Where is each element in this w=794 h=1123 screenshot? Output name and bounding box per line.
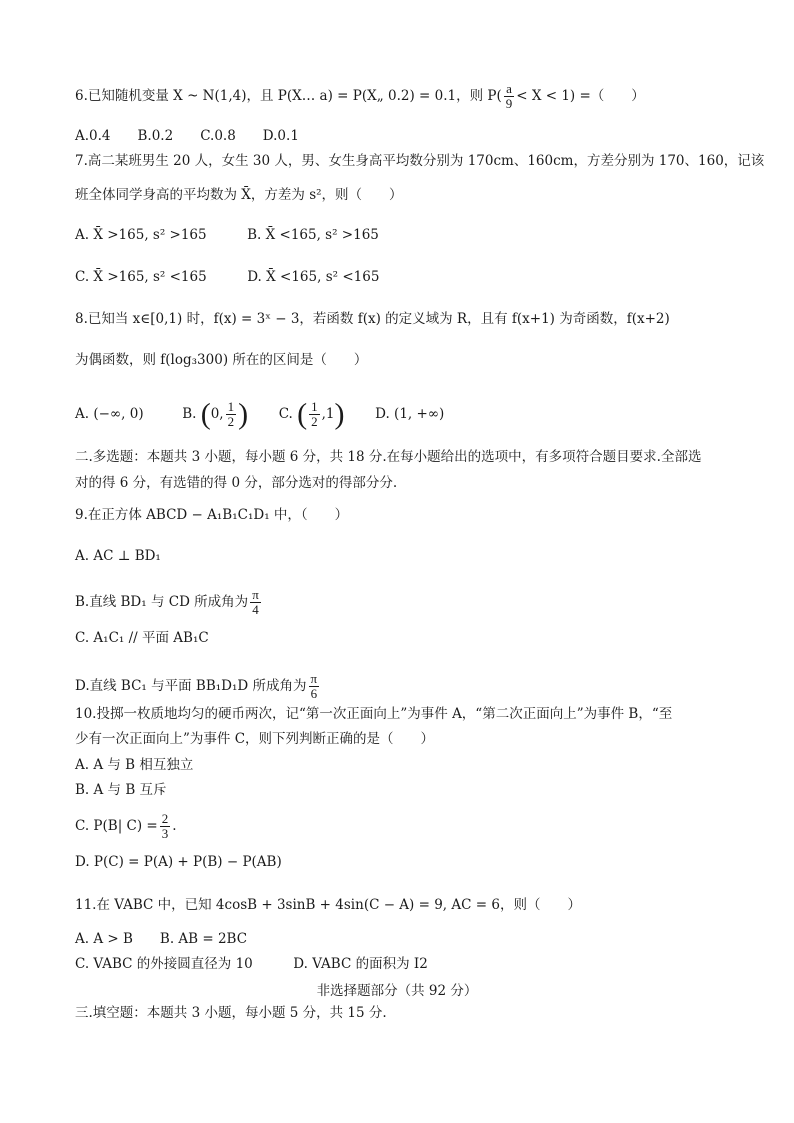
q10-option-a: A. A 与 B 相互独立 (75, 757, 194, 773)
q10-c-den: 3 (161, 826, 169, 841)
q9-d-num: π (310, 671, 318, 686)
q7-line1: 7.高二某班男生 20 人，女生 30 人，男、女生身高平均数分别为 170cm、160cm，方差分别为 170、160，记该 (75, 153, 765, 169)
q9-option-b-fraction (250, 588, 261, 617)
q8-option-a: A. (−∞, 0) (75, 406, 144, 422)
q10-option-b: B. A 与 B 互斥 (75, 782, 167, 798)
q8-c-num: 1 (311, 399, 318, 414)
q8-option-c-right: ,1 (321, 406, 335, 422)
q8-option-b-left: 0, (210, 406, 224, 422)
q9-option-b (75, 588, 263, 617)
q10-option-c (75, 812, 177, 841)
q8-options: A. (−∞, 0) B. (0, $\frac{1}{2}$ ) C. ( $\frac{1}{2}$ ,1) D. (1, +∞) (75, 397, 445, 431)
q8-option-c-label: C. (278, 406, 293, 422)
q6-frac-den: 9 (505, 96, 513, 111)
q7-options-cd: C. X̄ >165, s² <165 D. X̄ <165, s² <165 (75, 269, 380, 285)
q9-option-a: A. AC ⊥ BD₁ (75, 548, 161, 564)
q9-b-den: 4 (252, 602, 259, 617)
q6-options: A.0.4 B.0.2 C.0.8 D.0.1 (75, 128, 299, 144)
q8-c-den: 2 (311, 414, 318, 429)
q10-line2: 少有一次正面向上”为事件 C，则下列判断正确的是（ ） (75, 731, 435, 747)
q7-line2: 班全体同学身高的平均数为 X̄，方差为 s²，则（ ） (75, 187, 403, 203)
q11-stem: 11.在 VABC 中，已知 4cosB + 3sinB + 4sin(C − A) = 9, AC = 6，则（ ） (75, 897, 581, 913)
q6-stem-tail: < X < 1) =（ ） (516, 88, 645, 104)
q6-stem (75, 82, 645, 111)
q10-c-num: 2 (161, 811, 169, 826)
q10-option-d: D. P(C) = P(A) + P(B) − P(AB) (75, 854, 282, 870)
q9-option-d (75, 672, 321, 701)
q11-options-ab: A. A > B B. AB = 2BC (75, 931, 248, 947)
q6-frac-num: a (504, 82, 515, 97)
q8-option-b-label: B. (182, 406, 197, 422)
q7-options-ab: A. X̄ >165, s² >165 B. X̄ <165, s² >165 (75, 227, 379, 243)
q8-option-b-fraction (226, 400, 237, 429)
q10-option-c-text: C. P(B| C) = (75, 818, 158, 834)
q8-line2: 为偶函数，则 f(log₃300) 所在的区间是（ ） (75, 352, 368, 368)
q11-options-cd: C. VABC 的外接圆直径为 10 D. VABC 的面积为 I2 (75, 956, 428, 972)
q9-option-d-fraction (309, 672, 320, 701)
q9-d-den: 6 (310, 686, 318, 701)
q9-option-b-text: B.直线 BD₁ 与 CD 所成角为 (75, 594, 249, 610)
section2-line1: 二.多选题：本题共 3 小题，每小题 6 分，共 18 分.在每小题给出的选项中，有多项符合题目要求.全部选 (75, 449, 702, 465)
q8-option-d: D. (1, +∞) (375, 406, 445, 422)
q8-option-c-fraction (309, 400, 320, 429)
q9-stem: 9.在正方体 ABCD − A₁B₁C₁D₁ 中，（ ） (75, 507, 349, 523)
q8-line1: 8.已知当 x∈[0,1) 时，f(x) = 3ˣ − 3，若函数 f(x) 的定义域为 R，且有 f(x+1) 为奇函数，f(x+2) (75, 311, 670, 327)
q10-option-c-tail: . (172, 818, 177, 834)
q6-fraction (504, 82, 515, 111)
q6-stem-text: 6.已知随机变量 X ~ N(1,4)，且 P(X… a) = P(X„ 0.2) = 0.1，则 P( (75, 88, 502, 104)
q10-line1: 10.投掷一枚质地均匀的硬币两次，记“第一次正面向上”为事件 A，“第二次正面向上”为事件 B，“至 (75, 706, 673, 722)
q9-option-d-text: D.直线 BC₁ 与平面 BB₁D₁D 所成角为 (75, 678, 307, 694)
section3-heading: 三.填空题：本题共 3 小题，每小题 5 分，共 15 分. (75, 1005, 387, 1021)
part2-title: 非选择题部分（共 92 分） (316, 983, 478, 999)
q8-b-den: 2 (227, 414, 235, 429)
q8-b-num: 1 (227, 399, 235, 414)
q10-option-c-fraction (160, 812, 171, 841)
section2-line2: 对的得 6 分，有选错的得 0 分，部分选对的得部分分. (75, 475, 398, 491)
q9-b-num: π (252, 587, 259, 602)
q9-option-c: C. A₁C₁ // 平面 AB₁C (75, 630, 209, 646)
